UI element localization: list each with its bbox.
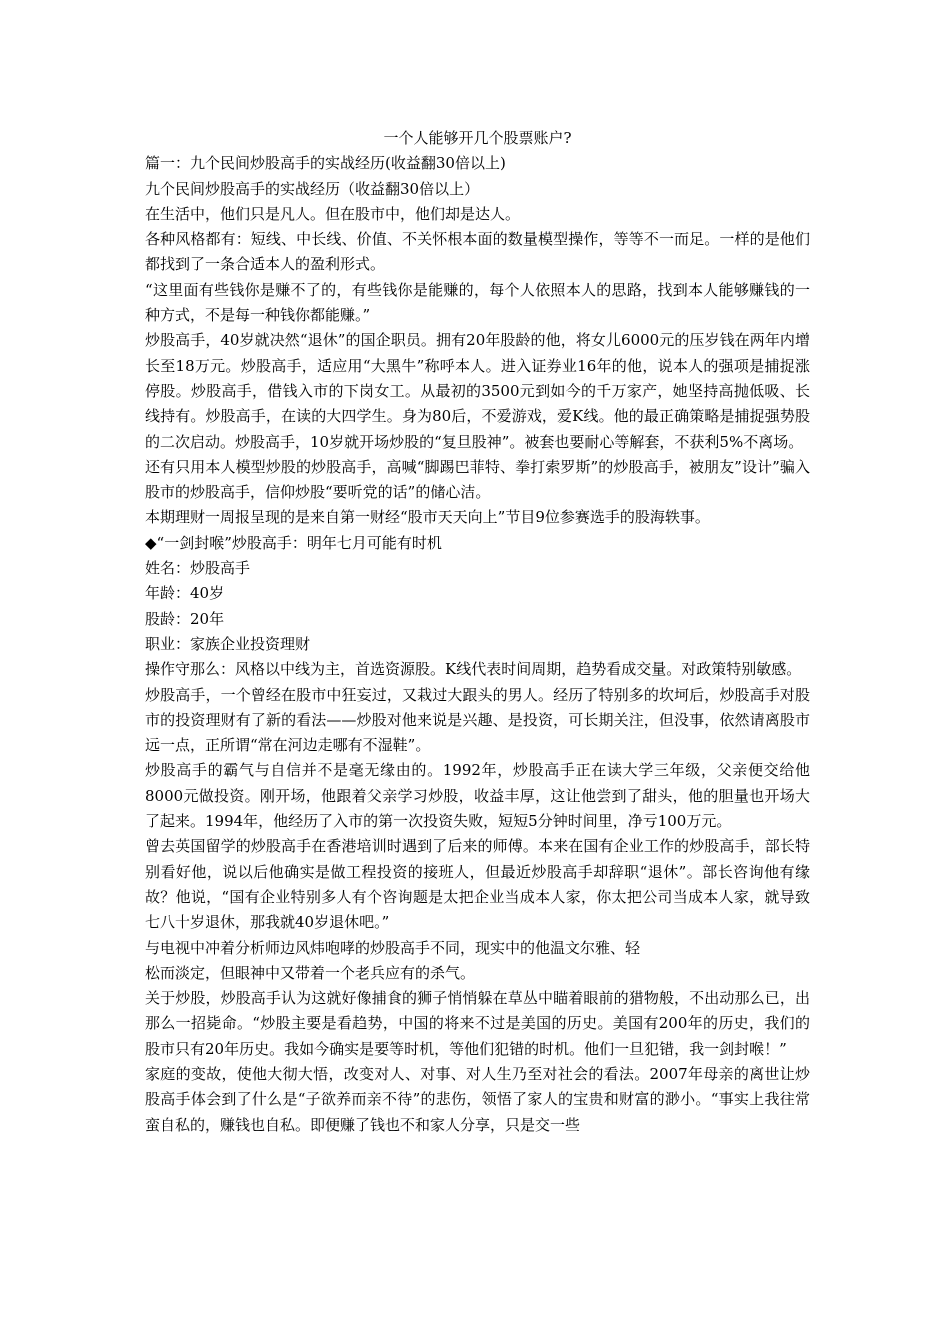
profile-stock-age: 股龄：20年 [145,609,225,628]
profile-age: 年龄：40岁 [145,584,225,603]
paragraph: 炒股高手的霸气与自信并不是毫无缘由的。1992年，炒股高手正在读大学三年级，父亲便交给他8000元做投资。刚开场，他跟着父亲学习炒股，收益丰厚，这让他尝到了甜头，他的胆量也开场大了起来。1994年，他经历了入市的第一次投资失败，短短5分钟时间里，净亏100万元。 [145,761,810,831]
paragraph: 炒股高手，40岁就决然“退休”的国企职员。拥有20年股龄的他，将女儿6000元的压岁钱在两年内增长至18万元。炒股高手，适应用“大黑牛”称呼本人。进入证券业16年的他，说本人的强项是捕捉涨停股。炒股高手，借钱入市的下岗女工。从最初的3500元到如今的千万家产，她坚持高抛低吸、长线持有。炒股高手，在读的大四学生。身为80后，不爱游戏，爱K线。他的最正确策略是捕捉强势股的二次启动。炒股高手，10岁就开场炒股的“复旦股神”。被套也要耐心等解套，不获利5%不离场。 [145,331,810,451]
paragraph: “这里面有些钱你是赚不了的，有些钱你是能赚的，每个人依照本人的思路，找到本人能够赚钱的一种方式，不是每一种钱你都能赚。” [145,280,810,325]
paragraph: 还有只用本人模型炒股的炒股高手，高喊“脚踢巴菲特、拳打索罗斯”的炒股高手，被朋友”设计”骗入股市的炒股高手，信仰炒股“要听党的话”的储心洁。 [145,457,810,502]
paragraph: 篇一：九个民间炒股高手的实战经历(收益翻30倍以上) [145,154,506,173]
paragraph: 九个民间炒股高手的实战经历（收益翻30倍以上） [145,179,480,198]
profile-occupation: 职业：家族企业投资理财 [145,634,311,653]
paragraph: 与电视中冲着分析师边风炜咆哮的炒股高手不同，现实中的他温文尔雅、轻 [145,938,641,957]
paragraph: 操作守那么：风格以中线为主，首选资源股。K线代表时间周期，趋势看成交量。对政策特别敏感。 [145,660,802,679]
document-body [145,126,810,1138]
paragraph: 各种风格都有：短线、中长线、价值、不关怀根本面的数量模型操作，等等不一而足。一样的是他们都找到了一条合适本人的盈利形式。 [145,230,810,274]
paragraph: 炒股高手，一个曾经在股市中狂妄过，又栽过大跟头的男人。经历了特别多的坎坷后，炒股高手对股市的投资理财有了新的看法——炒股对他来说是兴趣、是投资，可长期关注，但没事，依然请离股市远一点，正所谓“常在河边走哪有不湿鞋”。 [145,685,810,755]
paragraph: 在生活中，他们只是凡人。但在股市中，他们却是达人。 [145,204,521,223]
paragraph: 关于炒股，炒股高手认为这就好像捕食的狮子悄悄躲在草丛中瞄着眼前的猎物般，不出动那么已，出那么一招毙命。“炒股主要是看趋势，中国的将来不过是美国的历史。美国有200年的历史，我们的股市只有20年历史。我如今确实是要等时机，等他们犯错的时机。他们一旦犯错，我一剑封喉！” [145,989,810,1058]
profile-name: 姓名：炒股高手 [145,559,251,578]
paragraph: 曾去英国留学的炒股高手在香港培训时遇到了后来的师傅。本来在国有企业工作的炒股高手，部长特别看好他，说以后他确实是做工程投资的接班人，但最近炒股高手却辞职“退休”。部长咨询他有缘故？他说，“国有企业特别多人有个咨询题是太把企业当成本人家，你太把公司当成本人家，就导致七八十岁退休，那我就40岁退休吧。” [145,837,810,932]
paragraph: 家庭的变故，使他大彻大悟，改变对人、对事、对人生乃至对社会的看法。2007年母亲的离世让炒股高手体会到了什么是“子欲养而亲不待”的悲伤，领悟了家人的宝贵和财富的渺小。“事实上我往常蛮自私的，赚钱也自私。即便赚了钱也不和家人分享，只是交一些 [145,1064,810,1134]
document-title: 一个人能够开几个股票账户? [383,129,572,147]
section-heading: ◆“一剑封喉”炒股高手：明年七月可能有时机 [145,533,442,552]
paragraph: 松而淡定，但眼神中又带着一个老兵应有的杀气。 [145,963,476,982]
paragraph: 本期理财一周报呈现的是来自第一财经“股市天天向上”节目9位参赛选手的股海轶事。 [145,508,710,527]
